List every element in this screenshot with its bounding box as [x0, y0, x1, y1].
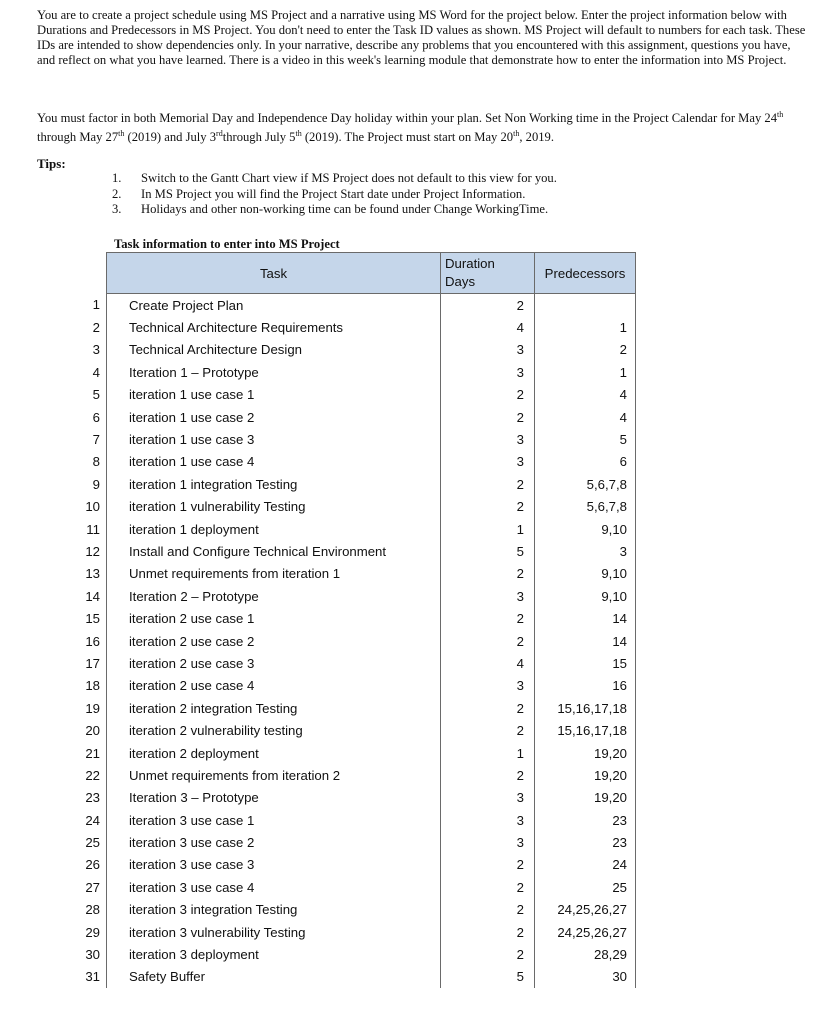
duration-header-line1: Duration	[445, 256, 495, 271]
predecessors-cell: 19,20	[535, 764, 636, 786]
task-header: Task	[107, 253, 441, 294]
task-name-cell: Install and Configure Technical Environment	[107, 540, 441, 562]
task-id-cell: 17	[76, 652, 107, 674]
ordinal-suffix: th	[295, 129, 302, 139]
tip-item	[112, 202, 557, 218]
duration-cell: 3	[441, 675, 535, 697]
task-name-cell: iteration 3 vulnerability Testing	[107, 921, 441, 943]
holiday-text-3: (2019) and July 3	[124, 130, 217, 145]
table-row	[76, 540, 636, 562]
task-id-cell: 2	[76, 316, 107, 338]
task-name-cell: Iteration 2 – Prototype	[107, 585, 441, 607]
table-row	[76, 361, 636, 383]
task-name-cell: iteration 2 deployment	[107, 742, 441, 764]
predecessors-cell: 2	[535, 339, 636, 361]
predecessors-cell: 1	[535, 316, 636, 338]
task-name-cell: iteration 3 use case 1	[107, 809, 441, 831]
predecessors-cell: 5	[535, 428, 636, 450]
tip-text: Switch to the Gantt Chart view if MS Project does not default to this view for you.	[141, 171, 557, 185]
predecessors-cell: 15,16,17,18	[535, 719, 636, 741]
task-name-cell: iteration 2 integration Testing	[107, 697, 441, 719]
predecessors-cell: 28,29	[535, 943, 636, 965]
task-id-cell: 21	[76, 742, 107, 764]
predecessors-cell: 9,10	[535, 563, 636, 585]
tip-number: 1.	[112, 171, 122, 185]
task-table	[76, 252, 636, 988]
table-row	[76, 876, 636, 898]
ordinal-suffix: th	[513, 129, 520, 139]
predecessors-cell: 24,25,26,27	[535, 899, 636, 921]
predecessors-cell: 15,16,17,18	[535, 697, 636, 719]
table-row	[76, 451, 636, 473]
id-header	[76, 253, 107, 294]
table-row	[76, 831, 636, 853]
table-row	[76, 921, 636, 943]
table-row	[76, 496, 636, 518]
task-name-cell: iteration 3 deployment	[107, 943, 441, 965]
table-row	[76, 563, 636, 585]
duration-cell: 3	[441, 428, 535, 450]
task-name-cell: iteration 3 integration Testing	[107, 899, 441, 921]
table-row	[76, 630, 636, 652]
task-id-cell: 24	[76, 809, 107, 831]
task-name-cell: iteration 2 use case 3	[107, 652, 441, 674]
tip-text: In MS Project you will find the Project Start date under Project Information.	[141, 186, 526, 201]
duration-cell: 2	[441, 384, 535, 406]
duration-cell: 4	[441, 652, 535, 674]
task-name-cell: Safety Buffer	[107, 966, 441, 988]
predecessors-cell: 14	[535, 607, 636, 629]
predecessors-cell: 23	[535, 831, 636, 853]
duration-cell: 2	[441, 473, 535, 495]
duration-cell: 3	[441, 831, 535, 853]
duration-cell: 2	[441, 563, 535, 585]
task-name-cell: iteration 1 use case 2	[107, 406, 441, 428]
task-id-cell: 22	[76, 764, 107, 786]
table-row	[76, 719, 636, 741]
task-id-cell: 26	[76, 854, 107, 876]
table-header-row	[76, 253, 636, 294]
holiday-text-6: , 2019.	[519, 130, 554, 145]
task-name-cell: iteration 1 use case 3	[107, 428, 441, 450]
instructions-paragraph: You are to create a project schedule using MS Project and a narrative using MS Word for the project below. Enter the project information below with Durations and Predecessors in MS Project. You don't need to enter the Task ID values as shown. MS Project will default to numbers for each task. These IDs are intended to show dependencies only. In your narrative, describe any problems that you encountered with this assignment, questions you have, and reflect on what you have learned. There is a video in this week's learning module that demonstrate how to enter the information into MS Project.	[37, 8, 806, 67]
duration-cell: 2	[441, 854, 535, 876]
predecessors-cell: 19,20	[535, 742, 636, 764]
tip-item	[112, 171, 557, 187]
task-name-cell: iteration 1 integration Testing	[107, 473, 441, 495]
task-id-cell: 3	[76, 339, 107, 361]
task-name-cell: Iteration 3 – Prototype	[107, 787, 441, 809]
task-id-cell: 27	[76, 876, 107, 898]
predecessors-cell: 4	[535, 406, 636, 428]
table-row	[76, 339, 636, 361]
duration-cell: 3	[441, 585, 535, 607]
duration-cell: 3	[441, 339, 535, 361]
table-row	[76, 518, 636, 540]
table-row	[76, 675, 636, 697]
task-id-cell: 1	[76, 294, 107, 317]
task-name-cell: iteration 1 vulnerability Testing	[107, 496, 441, 518]
task-id-cell: 15	[76, 607, 107, 629]
task-name-cell: iteration 1 use case 4	[107, 451, 441, 473]
task-name-cell: Unmet requirements from iteration 2	[107, 764, 441, 786]
table-row	[76, 854, 636, 876]
holiday-text-2: through May 27	[37, 130, 119, 145]
task-name-cell: Unmet requirements from iteration 1	[107, 563, 441, 585]
duration-header-line2: Days	[445, 274, 476, 289]
duration-cell: 2	[441, 921, 535, 943]
duration-cell: 3	[441, 809, 535, 831]
task-name-cell: iteration 1 use case 1	[107, 384, 441, 406]
table-row	[76, 384, 636, 406]
task-id-cell: 10	[76, 496, 107, 518]
table-row	[76, 966, 636, 988]
task-id-cell: 5	[76, 384, 107, 406]
task-name-cell: Technical Architecture Requirements	[107, 316, 441, 338]
duration-header	[441, 253, 535, 294]
tips-heading: Tips:	[37, 156, 66, 171]
task-name-cell: iteration 3 use case 2	[107, 831, 441, 853]
predecessors-cell: 5,6,7,8	[535, 496, 636, 518]
holiday-text-1: You must factor in both Memorial Day and Independence Day holiday within your plan. Set Non Working time in the Project Calendar for May 24	[37, 111, 778, 126]
duration-cell: 3	[441, 451, 535, 473]
task-id-cell: 19	[76, 697, 107, 719]
task-id-cell: 11	[76, 518, 107, 540]
task-name-cell: Create Project Plan	[107, 294, 441, 317]
ordinal-suffix: rd	[216, 129, 223, 139]
table-row	[76, 473, 636, 495]
table-row	[76, 652, 636, 674]
duration-cell: 1	[441, 742, 535, 764]
duration-cell: 2	[441, 899, 535, 921]
duration-cell: 5	[441, 540, 535, 562]
duration-cell: 2	[441, 630, 535, 652]
table-row	[76, 585, 636, 607]
task-id-cell: 20	[76, 719, 107, 741]
predecessors-cell: 9,10	[535, 585, 636, 607]
table-row	[76, 809, 636, 831]
predecessors-cell: 24	[535, 854, 636, 876]
table-row	[76, 899, 636, 921]
task-name-cell: Technical Architecture Design	[107, 339, 441, 361]
duration-cell: 2	[441, 719, 535, 741]
task-name-cell: Iteration 1 – Prototype	[107, 361, 441, 383]
task-id-cell: 9	[76, 473, 107, 495]
task-name-cell: iteration 2 use case 2	[107, 630, 441, 652]
table-row	[76, 943, 636, 965]
table-row	[76, 742, 636, 764]
duration-cell: 3	[441, 787, 535, 809]
predecessors-cell: 9,10	[535, 518, 636, 540]
predecessors-cell: 19,20	[535, 787, 636, 809]
predecessors-cell: 30	[535, 966, 636, 988]
task-name-cell: iteration 3 use case 4	[107, 876, 441, 898]
predecessors-cell: 5,6,7,8	[535, 473, 636, 495]
ordinal-suffix: th	[118, 129, 125, 139]
duration-cell: 2	[441, 607, 535, 629]
predecessors-cell: 1	[535, 361, 636, 383]
tip-item	[112, 187, 557, 203]
duration-cell: 2	[441, 294, 535, 317]
table-row	[76, 406, 636, 428]
task-id-cell: 25	[76, 831, 107, 853]
predecessors-cell: 24,25,26,27	[535, 921, 636, 943]
duration-cell: 2	[441, 764, 535, 786]
task-id-cell: 28	[76, 899, 107, 921]
duration-cell: 2	[441, 496, 535, 518]
task-name-cell: iteration 1 deployment	[107, 518, 441, 540]
table-row	[76, 697, 636, 719]
predecessors-cell	[535, 294, 636, 317]
task-id-cell: 16	[76, 630, 107, 652]
holiday-text-4: through July 5	[222, 130, 296, 145]
tip-number: 3.	[112, 202, 122, 216]
duration-cell: 3	[441, 361, 535, 383]
holiday-paragraph	[37, 107, 807, 145]
predecessors-cell: 25	[535, 876, 636, 898]
task-table-body	[76, 294, 636, 989]
task-id-cell: 7	[76, 428, 107, 450]
table-title: Task information to enter into MS Project	[114, 237, 340, 251]
duration-cell: 1	[441, 518, 535, 540]
duration-cell: 2	[441, 406, 535, 428]
task-name-cell: iteration 2 use case 1	[107, 607, 441, 629]
task-id-cell: 4	[76, 361, 107, 383]
tip-text: Holidays and other non-working time can be found under Change WorkingTime.	[141, 202, 549, 216]
predecessors-cell: 6	[535, 451, 636, 473]
table-row	[76, 428, 636, 450]
task-id-cell: 18	[76, 675, 107, 697]
duration-cell: 2	[441, 876, 535, 898]
task-name-cell: iteration 2 use case 4	[107, 675, 441, 697]
tips-list	[112, 171, 557, 218]
holiday-text-5: (2019). The Project must start on May 20	[301, 130, 514, 145]
task-id-cell: 13	[76, 563, 107, 585]
tip-number: 2.	[112, 186, 122, 201]
task-id-cell: 14	[76, 585, 107, 607]
table-row	[76, 294, 636, 317]
predecessors-cell: 4	[535, 384, 636, 406]
table-row	[76, 607, 636, 629]
duration-cell: 2	[441, 697, 535, 719]
ordinal-suffix: th	[777, 110, 784, 119]
predecessors-cell: 16	[535, 675, 636, 697]
table-row	[76, 787, 636, 809]
predecessors-header: Predecessors	[535, 253, 636, 294]
task-id-cell: 8	[76, 451, 107, 473]
task-id-cell: 6	[76, 406, 107, 428]
predecessors-cell: 23	[535, 809, 636, 831]
duration-cell: 5	[441, 966, 535, 988]
task-id-cell: 29	[76, 921, 107, 943]
duration-cell: 2	[441, 943, 535, 965]
task-name-cell: iteration 3 use case 3	[107, 854, 441, 876]
table-row	[76, 316, 636, 338]
table-row	[76, 764, 636, 786]
task-name-cell: iteration 2 vulnerability testing	[107, 719, 441, 741]
task-id-cell: 12	[76, 540, 107, 562]
duration-cell: 4	[441, 316, 535, 338]
task-id-cell: 30	[76, 943, 107, 965]
predecessors-cell: 15	[535, 652, 636, 674]
predecessors-cell: 3	[535, 540, 636, 562]
predecessors-cell: 14	[535, 630, 636, 652]
task-id-cell: 23	[76, 787, 107, 809]
task-id-cell: 31	[76, 966, 107, 988]
